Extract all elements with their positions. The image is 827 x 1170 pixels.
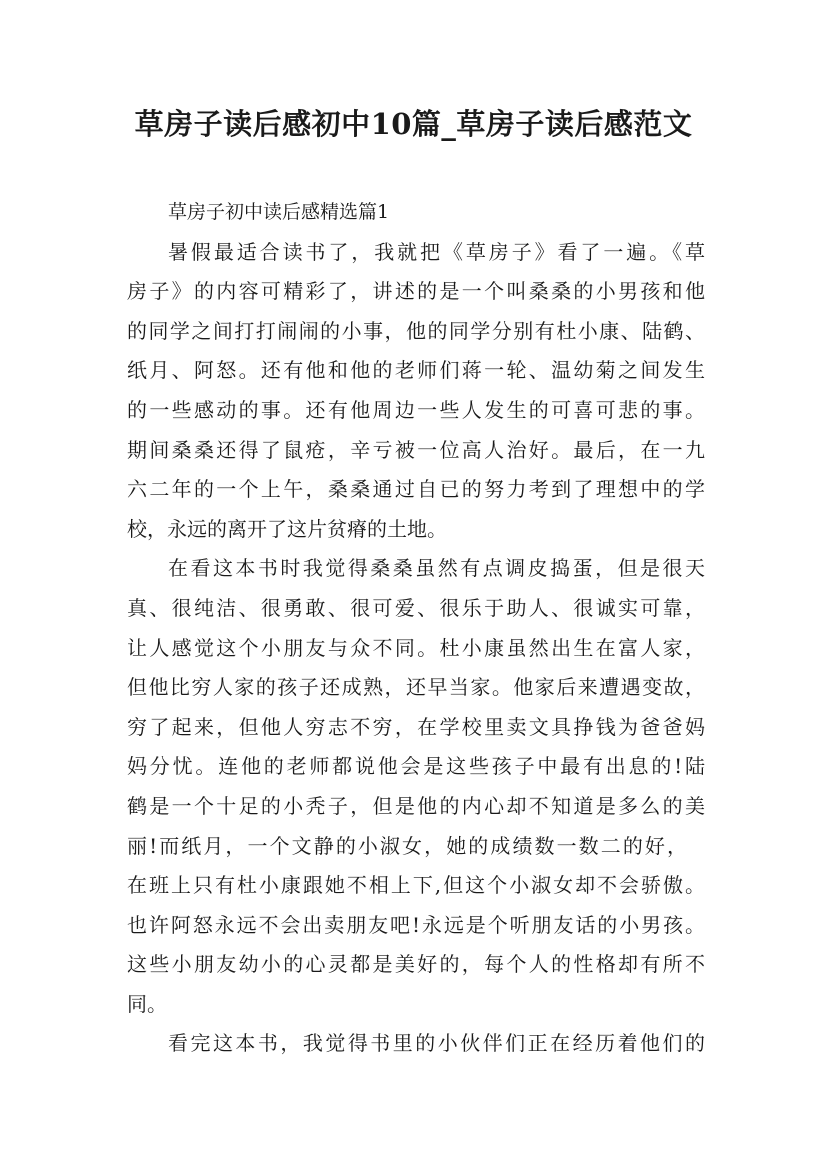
document-title: 草房子读后感初中10篇_草房子读后感范文 — [134, 107, 693, 141]
paragraph-line: 期间桑桑还得了鼠疮，辛亏被一位高人治好。最后，在一九 — [127, 437, 705, 462]
paragraph-line: 同。 — [127, 991, 167, 1016]
paragraph-line: 在看这本书时我觉得桑桑虽然有点调皮捣蛋，但是很天 — [168, 556, 705, 581]
paragraph-line: 穷了起来，但他人穷志不穷，在学校里卖文具挣钱为爸爸妈 — [127, 714, 705, 739]
section-heading: 草房子初中读后感精选篇1 — [168, 201, 390, 223]
paragraph-line: 纸月、阿怒。还有他和他的老师们蒋一轮、温幼菊之间发生 — [127, 358, 705, 383]
paragraph-line: 妈分忧。连他的老师都说他会是这些孩子中最有出息的!陆 — [127, 754, 705, 779]
paragraph-line: 房子》的内容可精彩了，讲述的是一个叫桑桑的小男孩和他 — [127, 279, 705, 304]
paragraph-line: 看完这本书，我觉得书里的小伙伴们正在经历着他们的 — [168, 1031, 705, 1056]
paragraph-line: 真、很纯洁、很勇敢、很可爱、很乐于助人、很诚实可靠， — [127, 595, 705, 620]
document-body — [127, 193, 705, 1064]
paragraph-line: 丽!而纸月，一个文静的小淑女，她的成绩数一数二的好， — [127, 833, 687, 858]
paragraph-line: 六二年的一个上午，桑桑通过自已的努力考到了理想中的学 — [127, 477, 705, 502]
paragraph-line: 让人感觉这个小朋友与众不同。杜小康虽然出生在富人家， — [127, 635, 705, 660]
paragraph-line: 暑假最适合读书了，我就把《草房子》看了一遍。《草 — [168, 239, 705, 264]
paragraph-line: 鹤是一个十足的小秃子，但是他的内心却不知道是多么的美 — [127, 793, 705, 818]
paragraph-line: 也许阿怒永远不会出卖朋友吧!永远是个听朋友话的小男孩。 — [127, 912, 705, 937]
paragraph-line: 但他比穷人家的孩子还成熟，还早当家。他家后来遭遇变故， — [127, 675, 705, 700]
paragraph-line: 在班上只有杜小康跟她不相上下,但这个小淑女却不会骄傲。 — [127, 873, 705, 898]
paragraph-line: 校，永远的离开了这片贫瘠的土地。 — [127, 516, 447, 541]
paragraph-line: 这些小朋友幼小的心灵都是美好的，每个人的性格却有所不 — [127, 952, 705, 977]
paragraph-line: 的一些感动的事。还有他周边一些人发生的可喜可悲的事。 — [127, 397, 705, 422]
paragraph-line: 的同学之间打打闹闹的小事，他的同学分别有杜小康、陆鹤、 — [127, 318, 705, 343]
